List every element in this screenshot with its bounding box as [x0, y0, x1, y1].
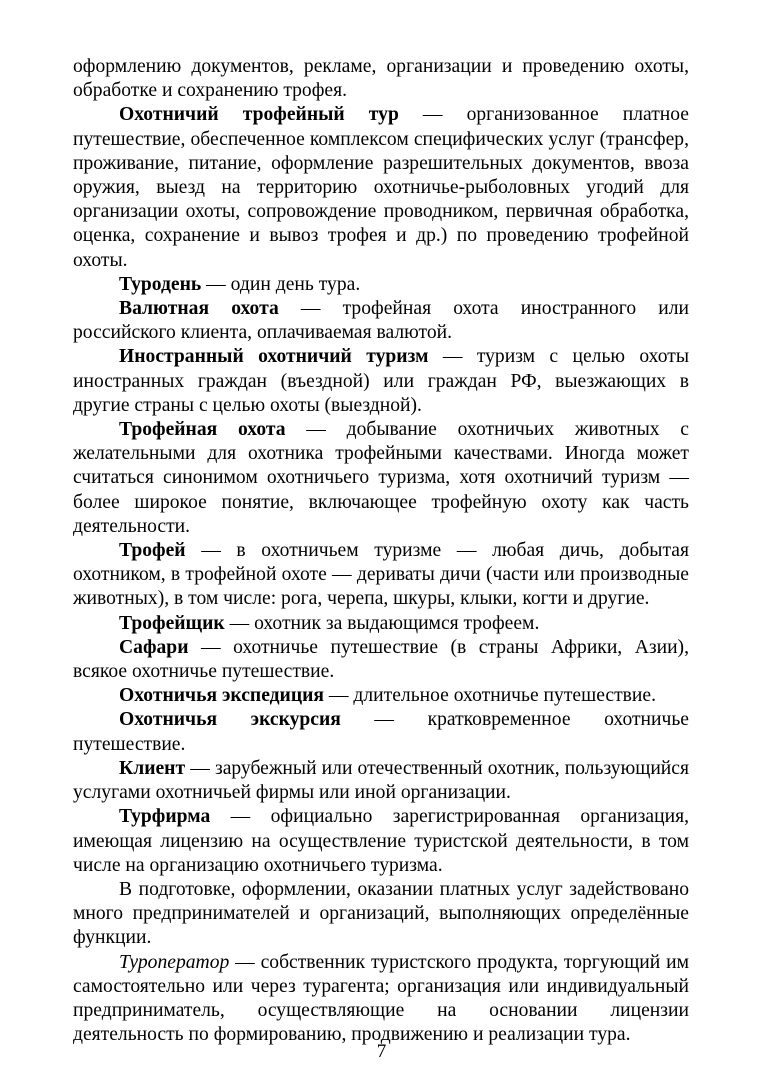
- definition-term-italic: Туроператор: [119, 951, 230, 973]
- summary-paragraph: В подготовке, оформлении, оказании платных услуг задействовано много предпринимателей и организаций, выполняющих определённые функции.: [73, 878, 689, 949]
- definition-term: Охотничья экспедиция: [119, 685, 325, 707]
- definition-term: Сафари: [119, 636, 189, 658]
- definition-paragraph: [73, 805, 689, 878]
- definition-text: — организованное платное путешествие, обеспеченное комплексом специфических услуг (трансфер, проживание, питание, оформление разрешительных документов, ввоза оружия, выезд на территорию охотничье-рыболовных угодий для организации охоты, сопровождение проводником, первичная обработка, оценка, сохранение и вывоз трофея и др.) по проведению трофейной охоты.: [73, 104, 689, 271]
- definition-term: Турфирма: [119, 806, 211, 828]
- definition-text: — собственник туристского продукта, торгующий им самостоятельно или через турагента; организация или индивидуальный предприниматель, осуществляющие на основании лицензии деятельность по формированию, продвижению и реализации тура.: [73, 951, 689, 1046]
- definition-paragraph: [73, 418, 689, 539]
- definition-term: Туродень: [119, 273, 202, 295]
- paragraph-lead-in: оформлению документов, рекламе, организации и проведению охоты, обработке и сохранению трофея.: [73, 56, 689, 102]
- definition-paragraph: [73, 757, 689, 805]
- definition-term: Клиент: [119, 757, 186, 779]
- definition-text: — трофейная охота иностранного или российского клиента, оплачиваемая валютой.: [73, 298, 690, 344]
- document-body: [73, 55, 689, 1047]
- definition-paragraph: [73, 612, 689, 636]
- definition-paragraph: [73, 636, 689, 684]
- definition-term: Охотничий трофейный тур: [119, 104, 399, 126]
- definition-term: Иностранный охотничий туризм: [119, 346, 429, 368]
- definition-term: Трофей: [119, 540, 186, 562]
- definition-paragraph: [73, 273, 689, 297]
- definition-text: — в охотничьем туризме — любая дичь, добытая охотником, в трофейной охоте — дериваты дичи (части или производные животных), в том числе: рога, черепа, шкуры, клыки, когти и другие.: [73, 540, 689, 610]
- definition-term: Валютная охота: [119, 298, 279, 320]
- definition-paragraph: [73, 708, 689, 756]
- definition-paragraph: [73, 297, 689, 345]
- definition-text: — официально зарегистрированная организация, имеющая лицензию на осуществление туристской деятельности, в том числе на организацию охотничьего туризма.: [73, 806, 689, 876]
- definition-text: — кратковременное охотничье путешествие.: [73, 709, 689, 755]
- definition-paragraph: [73, 103, 689, 272]
- definition-text: — туризм с целью охоты иностранных граждан (въездной) или граждан РФ, выезжающих в другие страны с целью охоты (выездной).: [73, 346, 689, 416]
- definition-paragraph-touroperator: [73, 951, 689, 1048]
- definition-paragraph: [73, 345, 689, 418]
- definition-text: — один день тура.: [201, 273, 361, 295]
- definition-paragraph: [73, 539, 689, 612]
- definition-text: — длительное охотничье путешествие.: [324, 685, 656, 707]
- definition-term: Охотничья экскурсия: [119, 709, 341, 731]
- definition-text: — добывание охотничьих животных с желательными для охотника трофейными качествами. Иногда может считаться синонимом охотничьего туризма, хотя охотничий туризм — более широкое понятие, включающее трофейную охоту как часть деятельности.: [73, 419, 689, 537]
- definition-text: — охотничье путешествие (в страны Африки, Азии), всякое охотничье путешествие.: [73, 636, 689, 683]
- definition-text: — зарубежный или отечественный охотник, пользующийся услугами охотничьей фирмы или иной организации.: [73, 757, 689, 804]
- definition-text: — охотник за выдающимся трофеем.: [224, 612, 540, 634]
- definition-paragraph: [73, 684, 689, 708]
- definition-term: Трофейщик: [119, 612, 225, 634]
- page-number: 7: [376, 1041, 387, 1062]
- definition-term: Трофейная охота: [119, 419, 286, 441]
